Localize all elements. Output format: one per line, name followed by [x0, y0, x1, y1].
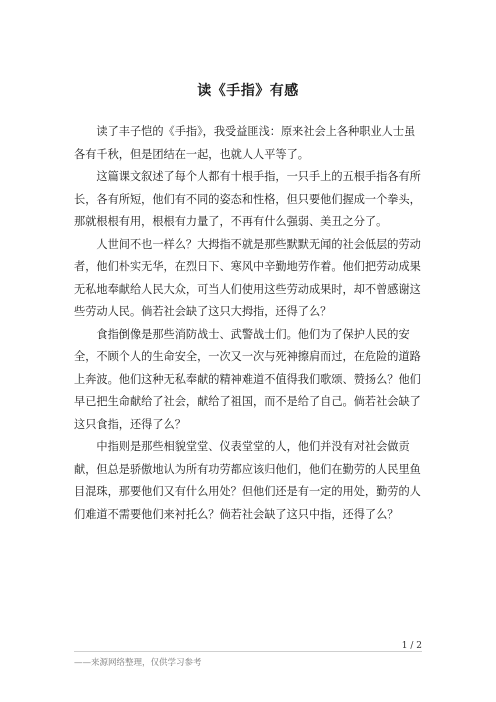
paragraph-2: 这篇课文叙述了每个人都有十根手指，一只手上的五根手指各有所长，各有所短，他们有不同的姿态和性格，但只要他们握成一个拳头，那就根根有用，根根有力量了，不再有什么强弱、美丑之分了。 [74, 170, 421, 228]
paragraph-4: 食指倒像是那些消防战士、武警战士们。他们为了保护人民的安全，不顾个人的生命安全，一次又一次与死神擦肩而过，在危险的道路上奔波。他们这种无私奉献的精神难道不值得我们歌颂、赞扬么？他们早已把生命献给了社会，献给了祖国，而不是给了自己。倘若社会缺了这只食指，还得了么？ [74, 327, 421, 431]
footer-divider [74, 651, 422, 652]
page-number: 1 / 2 [401, 641, 422, 651]
paragraph-1: 读了丰子恺的《手指》，我受益匪浅：原来社会上各种职业人士虽各有千秋，但是团结在一起，也就人人平等了。 [74, 125, 416, 161]
document-title: 读《手指》有感 [197, 83, 299, 99]
document-body [74, 121, 422, 526]
paragraph-3: 人世间不也一样么？大拇指不就是那些默默无闻的社会低层的劳动者，他们朴实无华，在烈日下、寒风中辛勤地劳作着。他们把劳动成果无私地奉献给人民大众，可当人们使用这些劳动成果时，却不曾感谢这些劳动人民。倘若社会缺了这只大拇指，还得了么？ [74, 237, 421, 318]
footer-note: ——来源网络整理，仅供学习参考 [74, 658, 202, 668]
paragraph-5: 中指则是那些相貌堂堂、仪表堂堂的人，他们并没有对社会做贡献，但总是骄傲地认为所有功劳都应该归他们，他们在勤劳的人民里鱼目混珠，那要他们又有什么用处？但他们还是有一定的用处，勤劳的人们难道不需要他们来衬托么？倘若社会缺了这只中指，还得了么？ [74, 440, 421, 521]
